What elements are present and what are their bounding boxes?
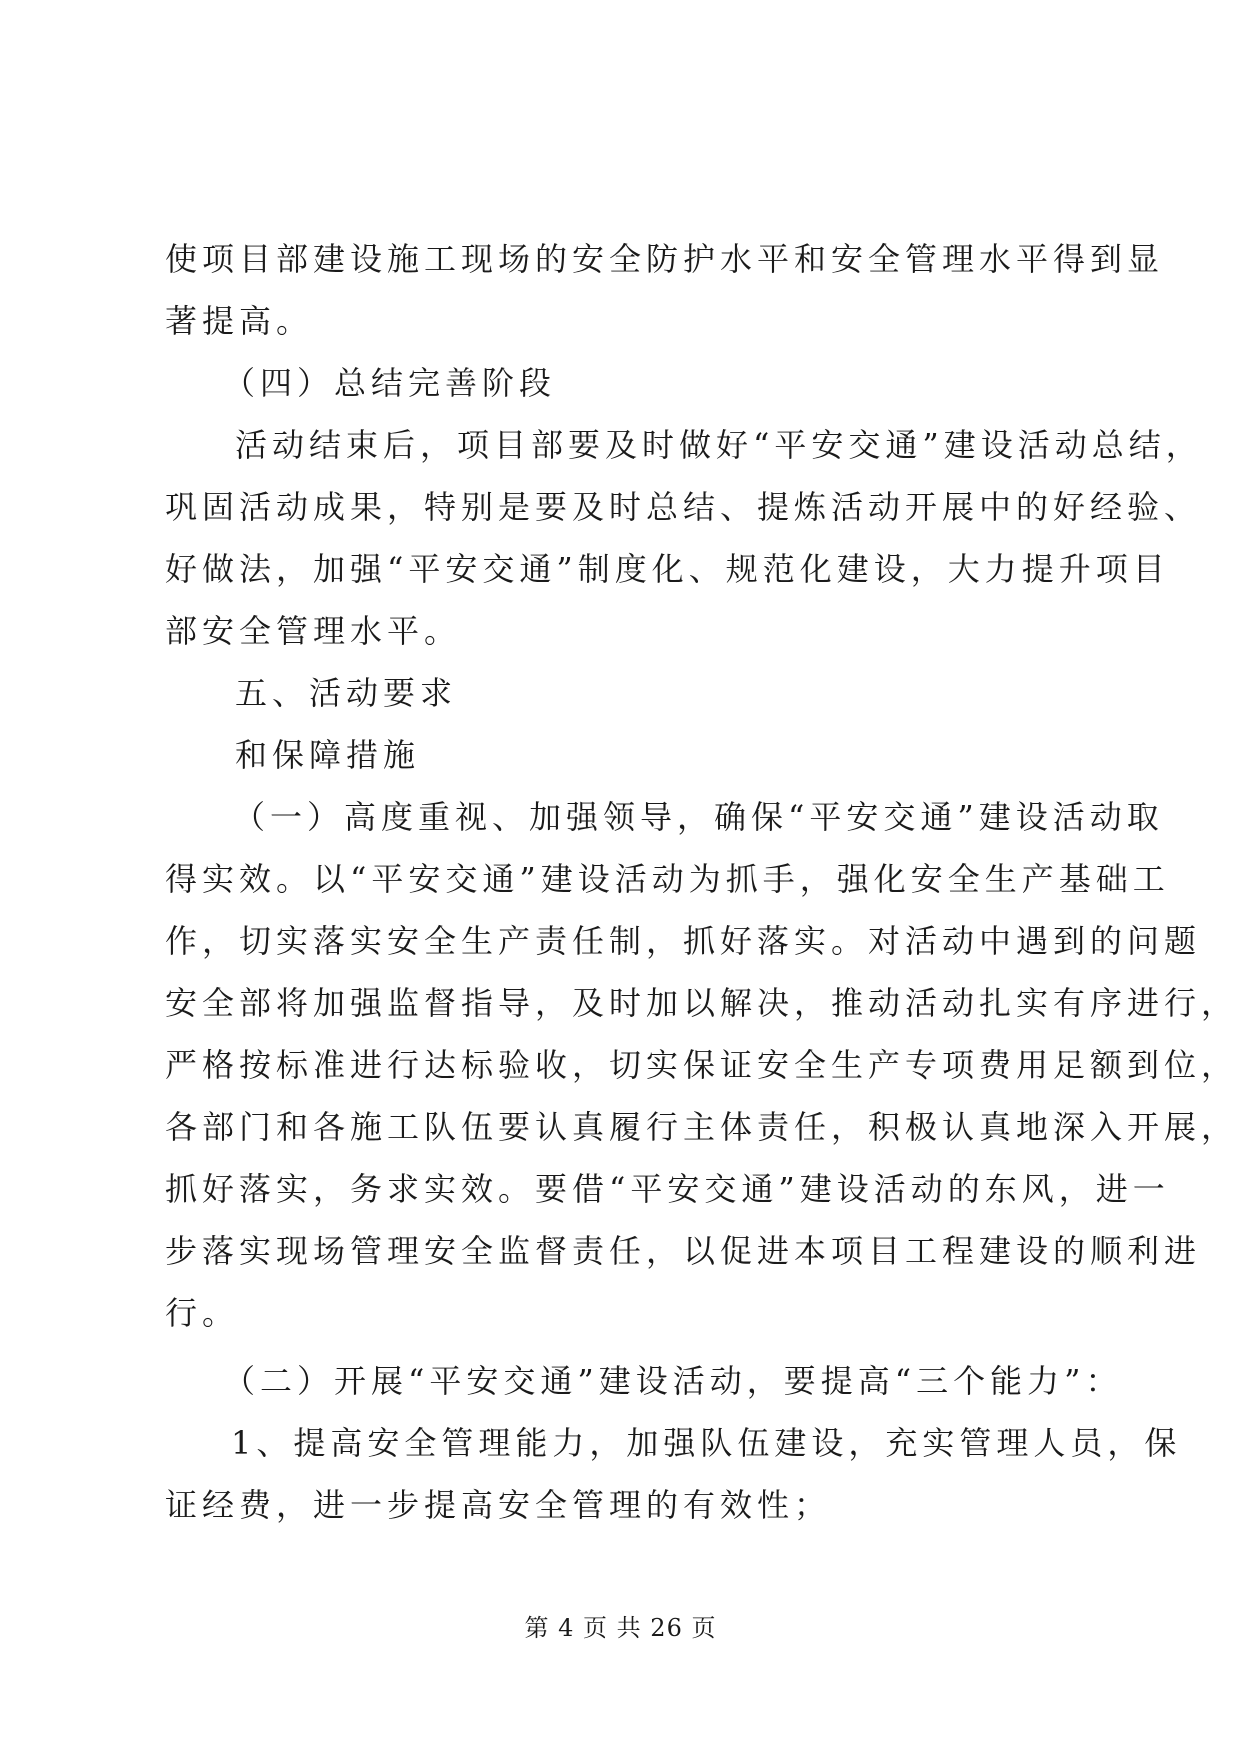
text-line: 步落实现场管理安全监督责任，以促进本项目工程建设的顺利进: [165, 1232, 1202, 1270]
section-heading: 和保障措施: [235, 736, 421, 774]
text-line: 巩固活动成果，特别是要及时总结、提炼活动开展中的好经验、: [165, 488, 1202, 526]
text-line: 好做法，加强“平安交通”制度化、规范化建设，大力提升项目: [165, 550, 1170, 588]
text-line: （一）高度重视、加强领导，确保“平安交通”建设活动取: [233, 798, 1164, 836]
list-item: 1、提高安全管理能力，加强队伍建设，充实管理人员，保: [231, 1424, 1182, 1462]
text-line: 得实效。以“平安交通”建设活动为抓手，强化安全生产基础工: [165, 860, 1170, 898]
section-heading: （四）总结完善阶段: [223, 364, 557, 402]
text-line: 安全部将加强监督指导，及时加以解决，推动活动扎实有序进行，: [165, 984, 1239, 1022]
text-line: 使项目部建设施工现场的安全防护水平和安全管理水平得到显: [165, 240, 1165, 278]
text-line: 活动结束后，项目部要及时做好“平安交通”建设活动总结，: [235, 426, 1203, 464]
text-line: 部安全管理水平。: [165, 612, 462, 650]
section-heading: 五、活动要求: [235, 674, 458, 712]
document-body: [165, 228, 1239, 1536]
text-line: （二）开展“平安交通”建设活动，要提高“三个能力”：: [223, 1362, 1123, 1400]
text-line: 各部门和各施工队伍要认真履行主体责任，积极认真地深入开展，: [165, 1108, 1239, 1146]
text-line: 抓好落实，务求实效。要借“平安交通”建设活动的东风，进一: [165, 1170, 1170, 1208]
text-line: 证经费，进一步提高安全管理的有效性；: [165, 1486, 832, 1524]
text-line: 严格按标准进行达标验收，切实保证安全生产专项费用足额到位，: [165, 1046, 1239, 1084]
text-line: 作，切实落实安全生产责任制，抓好落实。对活动中遇到的问题: [165, 922, 1202, 960]
text-line: 著提高。: [165, 302, 314, 340]
page-number: 第 4 页 共 26 页: [524, 1614, 717, 1642]
text-line: 行。: [165, 1294, 240, 1332]
